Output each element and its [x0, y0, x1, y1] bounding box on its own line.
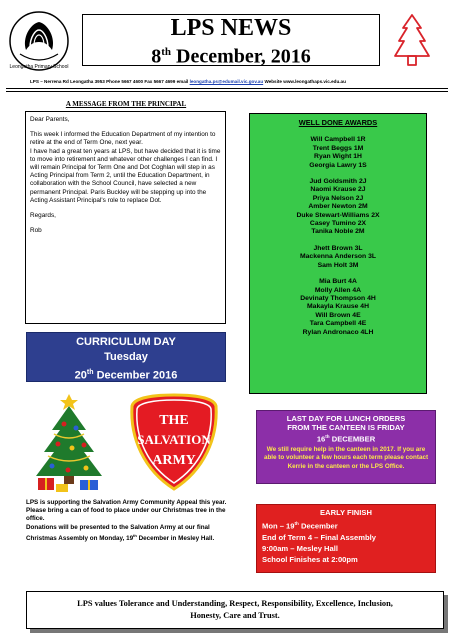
masthead — [82, 14, 380, 66]
award-group-3 — [250, 245, 426, 270]
salvation-army-shield-logo — [126, 392, 222, 492]
message-para-2: I have had a great ten years at LPS, but have decided that it is time to move into retirement and whatever other challenges I can find. I will remain Principal for Term One and Dot Coghlan will step in as Acting Principal from Term 2, until the Education Department, in collaboration with the School Council, have selected a new permanent Principal. Paris Buckley will be stepping up into the Acting Assistant Principal's role to replace Dot. — [30, 147, 221, 204]
award-entry: Sam Holt 3M — [317, 261, 359, 269]
well-done-awards — [249, 113, 427, 394]
lunch-line-1: LAST DAY FOR LUNCH ORDERS — [286, 414, 406, 423]
early-finish-assembly: End of Term 4 – Final Assembly — [262, 532, 376, 542]
issue-date: 8th December, 2016 — [151, 45, 311, 68]
award-entry: Casey Tumino 2X — [309, 220, 367, 228]
salvation-appeal-text — [26, 499, 231, 543]
email-link[interactable]: leongatha.ps@edumail.vic.gov.au — [189, 79, 264, 84]
logo-word-the: THE — [159, 413, 189, 428]
salvation-appeal-para-2: Donations will be presented to the Salvation Army at our final Christmas Assembly on Monday, 19th December in Mesley Hall. — [26, 523, 215, 542]
award-entry: Will Campbell 1R — [310, 136, 366, 144]
awards-title: WELL DONE AWARDS — [298, 118, 378, 127]
values-line-2: Honesty, Care and Trust. — [190, 611, 280, 620]
early-finish-notice — [256, 504, 436, 573]
early-finish-date: Mon – 19th December — [262, 521, 338, 531]
logo-text: Leongatha Primary School — [9, 64, 69, 70]
award-entry: Priya Nelson 2J — [312, 194, 364, 202]
award-entry: Tanika Noble 2M — [311, 228, 365, 236]
school-values-footer — [26, 591, 444, 629]
early-finish-heading: EARLY FINISH — [320, 508, 372, 517]
greeting: Dear Parents, — [30, 116, 70, 123]
header-divider-thin — [6, 91, 448, 92]
principal-heading: A MESSAGE FROM THE PRINCIPAL — [65, 100, 187, 108]
christmas-tree-outline-icon — [392, 12, 432, 70]
contact-line: LPS – Nerrena Rd Leongatha 3953 Phone 5667 4600 Fax 5667 4699 email leongatha.ps@edumail.vic.gov.au Website www.leongathaps.vic.edu.au — [30, 79, 346, 84]
early-finish-time: 9:00am – Mesley Hall — [262, 543, 338, 553]
curriculum-day-banner — [26, 332, 226, 382]
award-entry: Ryan Wight 1H — [314, 153, 362, 161]
award-entry: Jud Goldsmith 2J — [309, 178, 367, 186]
page-title: LPS NEWS — [170, 15, 292, 41]
award-entry: Makayla Krause 4H — [307, 303, 369, 311]
award-entry: Duke Stewart-Williams 2X — [296, 211, 380, 219]
award-group-1 — [250, 136, 426, 170]
award-group-4 — [250, 278, 426, 337]
award-entry: Georgia Lawry 1S — [309, 161, 367, 169]
lunch-line-2: FROM THE CANTEEN IS FRIDAY — [287, 423, 405, 433]
curriculum-title: CURRICULUM DAY — [76, 336, 176, 348]
award-entry: Will Brown 4E — [315, 311, 361, 319]
logo-word-salvation: SALVATION — [137, 432, 211, 447]
principal-message — [25, 111, 226, 324]
award-entry: Mia Burt 4A — [319, 278, 357, 286]
award-entry: Amber Newton 2M — [308, 203, 368, 211]
lunch-orders-notice — [256, 410, 436, 484]
award-entry: Devinaty Thompson 4H — [300, 294, 376, 302]
message-para-1: This week I informed the Education Department of my intention to retire at the end of Term One, next year. — [30, 131, 216, 147]
award-entry: Tara Campbell 4E — [309, 320, 367, 328]
curriculum-date: 20th December 2016 — [74, 369, 178, 382]
award-entry: Trent Beggs 1M — [312, 144, 364, 152]
award-entry: Naomi Krause 2J — [310, 186, 366, 194]
award-entry: Rylan Andronaco 4LH — [302, 328, 374, 336]
website-link[interactable]: www.leongathaps.vic.edu.au — [283, 79, 346, 84]
early-finish-close: School Finishes at 2:00pm — [262, 554, 358, 564]
award-entry: Molly Allen 4A — [314, 286, 362, 294]
award-entry: Mackenna Anderson 3L — [299, 253, 377, 261]
canteen-volunteer-text: We still require help in the canteen in 2017. If you are able to volunteer a few hours each term please contact Kerrie in the canteen or the LPS Office. — [263, 446, 429, 470]
logo-word-army: ARMY — [152, 453, 196, 468]
curriculum-weekday: Tuesday — [104, 351, 148, 363]
header-divider — [6, 88, 448, 89]
salvation-appeal-para-1: LPS is supporting the Salvation Army Community Appeal this year. Please bring a can of food to place under our Christmas tree in the office. — [26, 499, 227, 523]
lunch-date: 16th DECEMBER — [316, 434, 376, 444]
award-entry: Jhett Brown 3L — [313, 244, 363, 252]
regards: Regards, — [30, 212, 56, 220]
signoff: Rob — [30, 227, 42, 235]
award-group-2 — [250, 178, 426, 237]
values-line-1: LPS values Tolerance and Understanding, Respect, Responsibility, Excellence, Inclusion, — [77, 599, 393, 608]
decorated-christmas-tree-image — [26, 390, 112, 494]
school-logo-icon — [8, 10, 70, 72]
